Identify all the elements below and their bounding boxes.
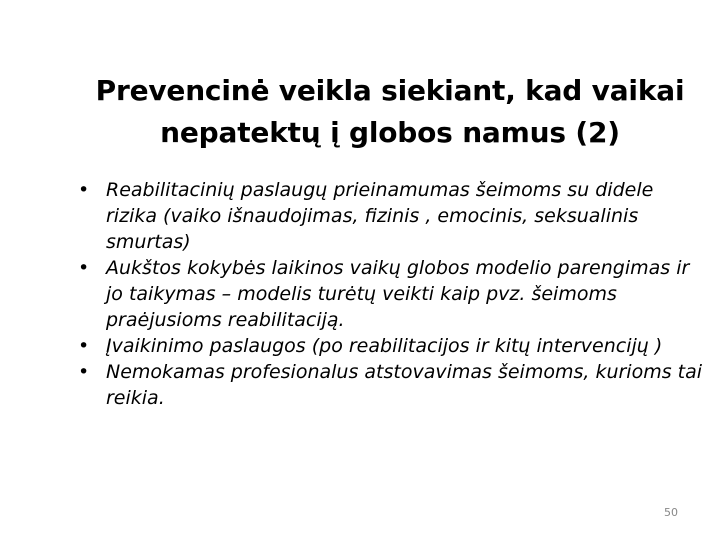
bullet-text: Įvaikinimo paslaugos (po reabilitacijos ir kitų intervencijų ) bbox=[106, 335, 663, 357]
bullet-item bbox=[0, 359, 720, 411]
slide-title bbox=[60, 70, 720, 154]
bullet-item bbox=[0, 177, 720, 255]
bullet-icon: • bbox=[78, 335, 90, 357]
slide-title-line-1: Prevencinė veikla siekiant, kad vaikai bbox=[95, 74, 685, 107]
bullet-text: Reabilitacinių paslaugų prieinamumas šeimoms su didele rizika (vaiko išnaudojimas, fizinis , emocinis, seksualinis smurtas) bbox=[106, 179, 654, 253]
slide-title-line-2: nepatektų į globos namus (2) bbox=[160, 116, 620, 149]
bullet-list bbox=[0, 177, 720, 411]
bullet-item bbox=[0, 333, 720, 359]
bullet-icon: • bbox=[78, 257, 90, 279]
bullet-text: Aukštos kokybės laikinos vaikų globos modelio parengimas ir jo taikymas – modelis turėtų veikti kaip pvz. šeimoms praėjusioms reabilitaciją. bbox=[106, 257, 690, 331]
page-number: 50 bbox=[664, 506, 678, 519]
bullet-text: Nemokamas profesionalus atstovavimas šeimoms, kurioms tai reikia. bbox=[106, 361, 703, 409]
bullet-item bbox=[0, 255, 720, 333]
bullet-icon: • bbox=[78, 361, 90, 383]
bullet-icon: • bbox=[78, 179, 90, 201]
